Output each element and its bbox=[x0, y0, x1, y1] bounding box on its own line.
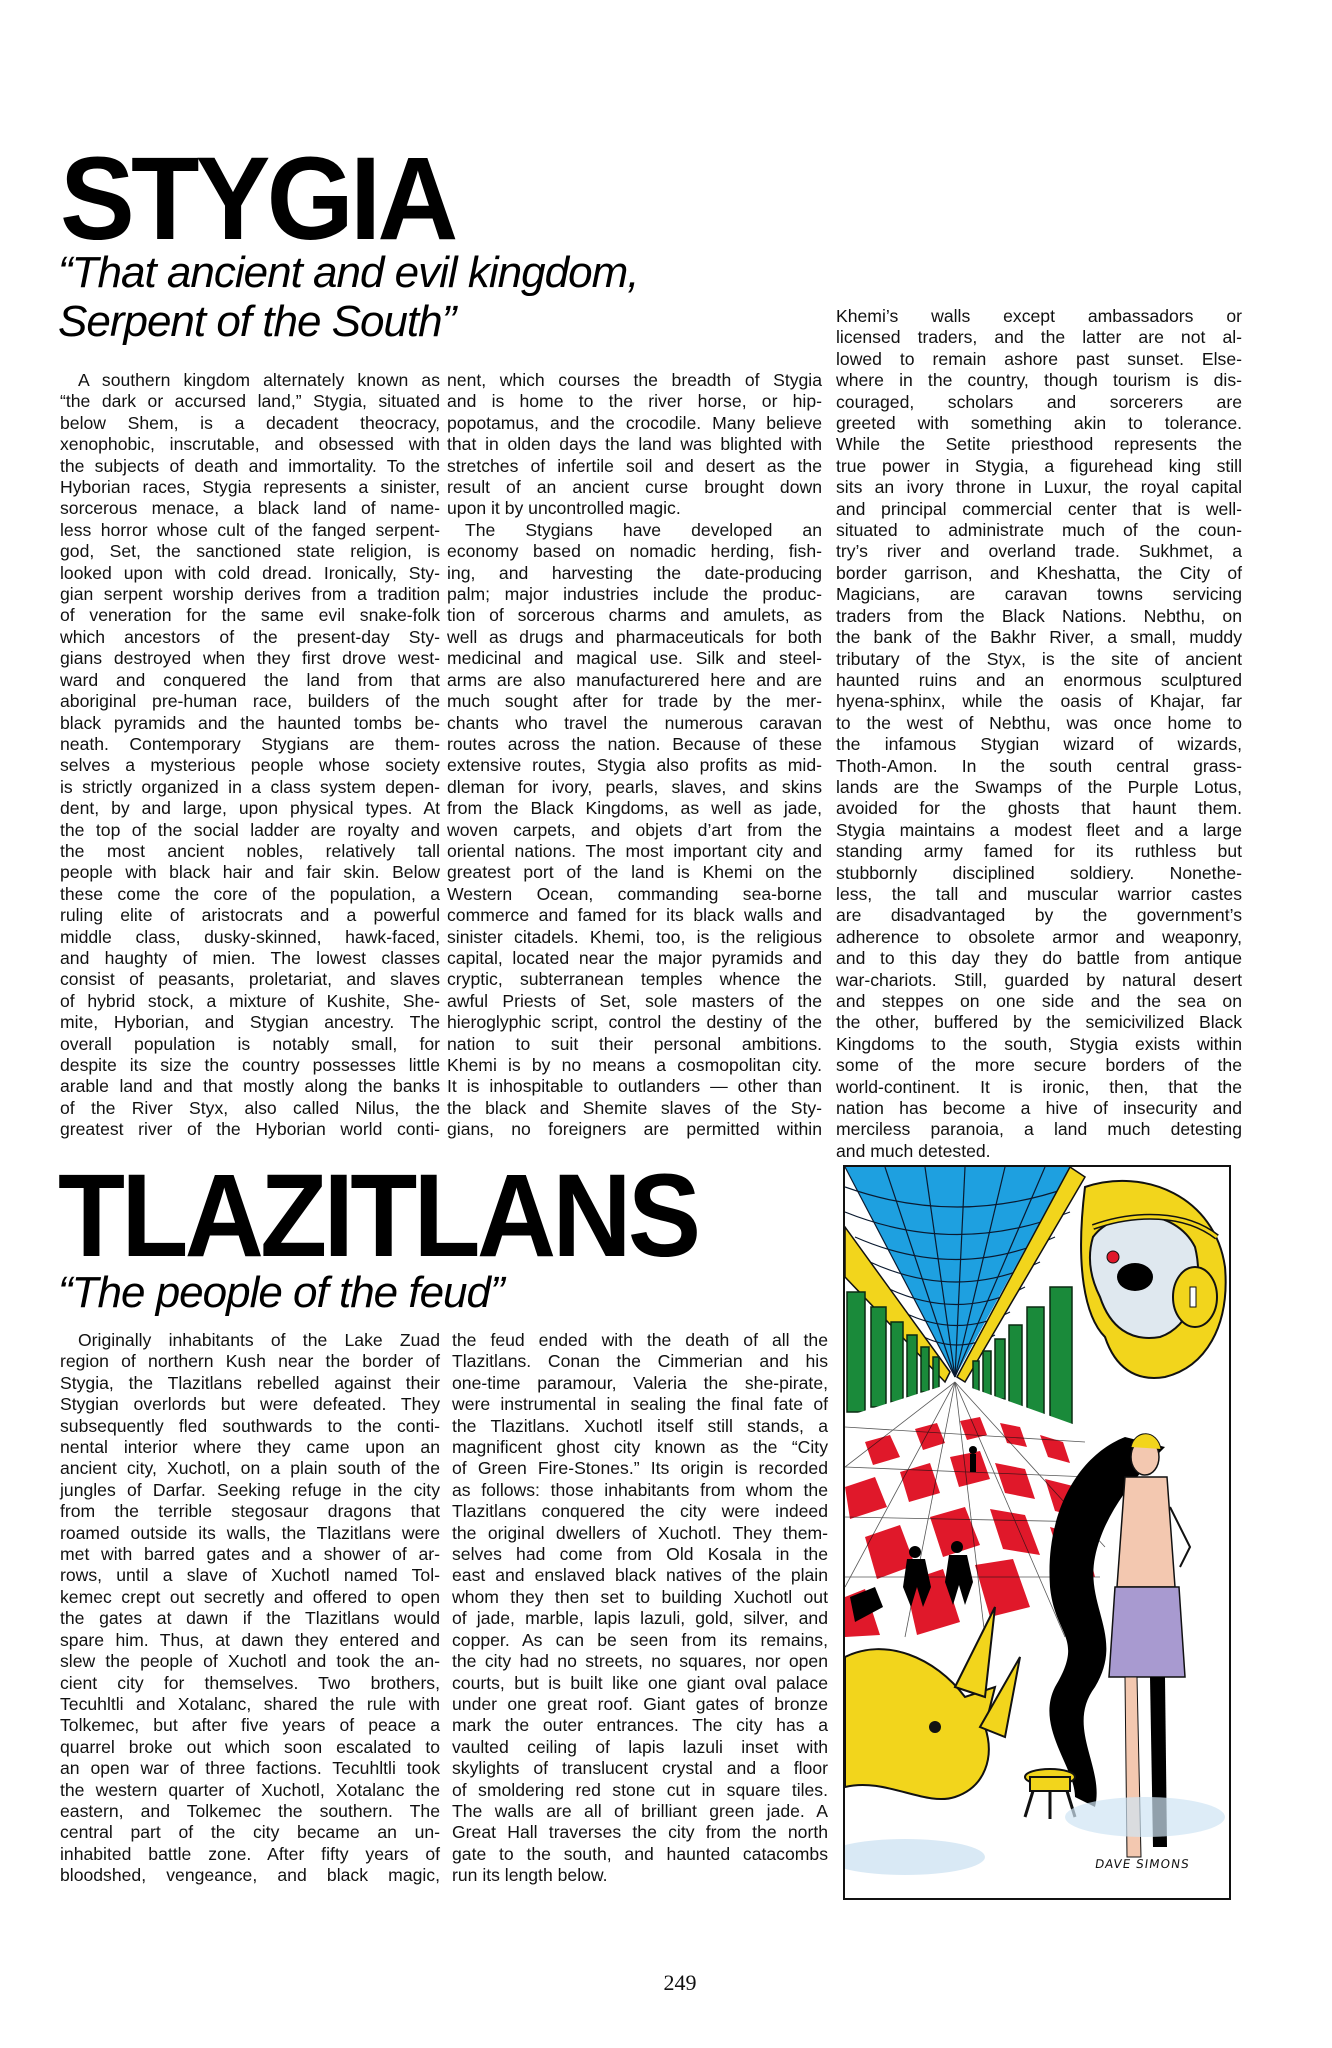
text-line: east and enslaved black natives of the plain bbox=[452, 1565, 828, 1586]
text-line: the western quarter of Xuchotl, Xotalanc the bbox=[60, 1779, 440, 1800]
text-line: inhabited battle zone. After fifty years of bbox=[60, 1843, 440, 1864]
text-line: greatest river of the Hyborian world conti- bbox=[60, 1119, 440, 1140]
text-line: and much detested. bbox=[836, 1140, 991, 1161]
stygia-subtitle-line-2: Serpent of the South” bbox=[58, 297, 456, 347]
stygia-subtitle-line-1: “That ancient and evil kingdom, bbox=[58, 248, 639, 297]
text-line: less, the tall and muscular warrior castes bbox=[836, 883, 1242, 904]
text-line: and principal commercial center that is well- bbox=[836, 498, 1242, 519]
text-line: Western Ocean, commanding sea-borne bbox=[447, 883, 822, 904]
text-line: some of the more secure borders of the bbox=[836, 1055, 1242, 1076]
text-line: The walls are all of brilliant green jade. A bbox=[452, 1800, 828, 1821]
text-line: from the Black Kingdoms, as well as jade, bbox=[447, 798, 822, 819]
text-line: one-time paramour, Valeria the she-pirate, bbox=[452, 1372, 828, 1393]
text-line: haunted ruins and an enormous sculptured bbox=[836, 669, 1242, 690]
text-line: xenophobic, inscrutable, and obsessed with bbox=[60, 434, 440, 455]
text-line: medicinal and magical use. Silk and steel- bbox=[447, 648, 822, 669]
text-line: selves had come from Old Kosala in the bbox=[452, 1544, 828, 1565]
text-line: popotamus, and the crocodile. Many believe bbox=[447, 412, 822, 433]
text-line: commerce and famed for its black walls and bbox=[447, 905, 822, 926]
text-line: adherence to obsolete armor and weaponry, bbox=[836, 926, 1242, 947]
text-line: quarrel broke out which soon escalated to bbox=[60, 1736, 440, 1757]
text-line: and is home to the river horse, or hip- bbox=[447, 391, 822, 412]
text-line: people with black hair and fair skin. Below bbox=[60, 862, 440, 883]
text-line: palm; major industries include the produc- bbox=[447, 584, 822, 605]
text-line: god, Set, the sanctioned state religion, is bbox=[60, 541, 440, 562]
text-line: less horror whose cult of the fanged serpent- bbox=[60, 519, 440, 540]
text-line: couraged, scholars and sorcerers are bbox=[836, 391, 1242, 412]
text-line: Stygia, the Tlazitlans rebelled against their bbox=[60, 1372, 440, 1393]
text-line: an open war of three factions. Tecuhltli took bbox=[60, 1758, 440, 1779]
text-line: copper. As can be seen from its remains, bbox=[452, 1629, 828, 1650]
text-line: A southern kingdom alternately known as bbox=[78, 370, 440, 390]
text-line: that in olden days the land was blighted with bbox=[447, 434, 822, 455]
text-line: where in the country, though tourism is dis- bbox=[836, 370, 1242, 391]
text-line: world-continent. It is ironic, then, that the bbox=[836, 1076, 1242, 1097]
text-line: avoided for the ghosts that haunt them. bbox=[836, 798, 1242, 819]
text-line: cient city for themselves. Two brothers, bbox=[60, 1672, 440, 1693]
text-line: much sought after for trade by the mer- bbox=[447, 691, 822, 712]
text-line: standing army famed for its ruthless but bbox=[836, 841, 1242, 862]
text-line: the bank of the Bakhr River, a small, muddy bbox=[836, 627, 1242, 648]
text-line: sinister citadels. Khemi, too, is the religious bbox=[447, 926, 822, 947]
text-line: awful Priests of Set, sole masters of the bbox=[447, 990, 822, 1011]
text-line: under one great roof. Giant gates of bronze bbox=[452, 1693, 828, 1714]
tlazitlans-column-2 bbox=[452, 1330, 828, 1887]
text-line: the most ancient nobles, relatively tall bbox=[60, 840, 440, 861]
text-line: the Tlazitlans. Xuchotl itself still stands, a bbox=[452, 1415, 828, 1436]
text-line: middle class, dusky-skinned, hawk-faced, bbox=[60, 926, 440, 947]
tlazitlans-subtitle: “The people of the feud” bbox=[58, 1268, 504, 1317]
text-line: were instrumental in sealing the final fate of bbox=[452, 1394, 828, 1415]
text-line: the infamous Stygian wizard of wizards, bbox=[836, 734, 1242, 755]
text-line: subsequently fled southwards to the conti- bbox=[60, 1415, 440, 1436]
text-line: routes across the nation. Because of these bbox=[447, 733, 822, 754]
text-line: Khemi’s walls except ambassadors or bbox=[836, 306, 1242, 326]
text-line: stubbornly disciplined soldiery. Nonethe- bbox=[836, 862, 1242, 883]
text-line: Tolkemec, but after five years of peace a bbox=[60, 1715, 440, 1736]
text-line: licensed traders, and the latter are not al- bbox=[836, 327, 1242, 348]
text-line: region of northern Kush near the border of bbox=[60, 1351, 440, 1372]
text-line: true power in Stygia, a figurehead king still bbox=[836, 455, 1242, 476]
text-line: and haughty of mien. The lowest classes bbox=[60, 947, 440, 968]
text-line: dleman for ivory, pearls, slaves, and skins bbox=[447, 776, 822, 797]
text-line: the gates at dawn if the Tlazitlans would bbox=[60, 1608, 440, 1629]
text-line: from the terrible stegosaur dragons that bbox=[60, 1501, 440, 1522]
text-line: aboriginal pre-human race, builders of the bbox=[60, 691, 440, 712]
text-line: While the Setite priesthood represents the bbox=[836, 434, 1242, 455]
text-line: sits an ivory throne in Luxur, the royal capital bbox=[836, 477, 1242, 498]
text-line: which ancestors of the present-day Sty- bbox=[60, 626, 440, 647]
text-line: roamed outside its walls, the Tlazitlans were bbox=[60, 1522, 440, 1543]
text-line: kemec crept out secretly and offered to open bbox=[60, 1586, 440, 1607]
text-line: Tecuhltli and Xotalanc, shared the rule with bbox=[60, 1693, 440, 1714]
text-line: and to this day they do battle from antique bbox=[836, 948, 1242, 969]
text-line: Thoth-Amon. In the south central grass- bbox=[836, 755, 1242, 776]
text-line: nation to suit their personal ambitions. bbox=[447, 1033, 822, 1054]
text-line: of smoldering red stone cut in square tiles. bbox=[452, 1779, 828, 1800]
text-line: The Stygians have developed an bbox=[465, 519, 822, 540]
text-line: the subjects of death and immortality. To the bbox=[60, 455, 440, 476]
text-line: of hybrid stock, a mixture of Kushite, She- bbox=[60, 990, 440, 1011]
text-line: magnificent ghost city known as the “City bbox=[452, 1437, 828, 1458]
text-line: and steppes on one side and the sea on bbox=[836, 991, 1242, 1011]
text-line: the black and Shemite slaves of the Sty- bbox=[447, 1097, 822, 1118]
text-line: of the River Styx, also called Nilus, the bbox=[60, 1097, 440, 1118]
text-line: consist of peasants, proletariat, and slaves bbox=[60, 969, 440, 990]
text-line: the city had no streets, no squares, nor open bbox=[452, 1651, 828, 1672]
stygia-column-1 bbox=[60, 370, 440, 1141]
text-line: Stygia maintains a modest fleet and a large bbox=[836, 819, 1242, 840]
tlazitlans-title: TLAZITLANS bbox=[58, 1150, 698, 1282]
text-line: gate to the south, and haunted catacombs bbox=[452, 1843, 828, 1864]
text-line: greatest port of the land is Khemi on the bbox=[447, 862, 822, 883]
artist-signature: DAVE SIMONS bbox=[1094, 1857, 1191, 1871]
text-line: mark the outer entrances. The city has a bbox=[452, 1715, 828, 1736]
text-line: the feud ended with the death of all the bbox=[452, 1330, 828, 1350]
text-line: arms are also manufacturered here and are bbox=[447, 669, 822, 690]
page-number: 249 bbox=[663, 1970, 697, 1995]
text-line: “the dark or accursed land,” Stygia, situated bbox=[60, 391, 440, 412]
text-line: greeted with something akin to tolerance. bbox=[836, 413, 1242, 434]
text-line: met with barred gates and a shower of ar- bbox=[60, 1544, 440, 1565]
text-line: eastern, and Tolkemec the southern. The bbox=[60, 1800, 440, 1821]
text-line: ward and conquered the land from that bbox=[60, 669, 440, 690]
text-line: the top of the social ladder are royalty and bbox=[60, 819, 440, 840]
text-line: hieroglyphic script, control the destiny of the bbox=[447, 1012, 822, 1033]
text-line: are disadvantaged by the government’s bbox=[836, 905, 1242, 926]
text-line: the other, buffered by the semicivilized Black bbox=[836, 1012, 1242, 1033]
text-line: these come the core of the population, a bbox=[60, 883, 440, 904]
text-line: jungles of Darfar. Seeking refuge in the city bbox=[60, 1479, 440, 1500]
text-line: Tlazitlans. Conan the Cimmerian and his bbox=[452, 1351, 828, 1372]
text-line: stretches of infertile soil and desert as the bbox=[447, 455, 822, 476]
text-line: vaulted ceiling of lapis lazuli inset with bbox=[452, 1736, 828, 1757]
text-line: Tlazitlans conquered the city were indeed bbox=[452, 1501, 828, 1522]
text-line: Kingdoms to the south, Stygia exists within bbox=[836, 1033, 1242, 1054]
text-line: well as drugs and pharmaceuticals for both bbox=[447, 626, 822, 647]
text-line: chants who travel the numerous caravan bbox=[447, 712, 822, 733]
text-line: courts, but is built like one giant oval palace bbox=[452, 1672, 828, 1693]
tlazitlans-column-1 bbox=[60, 1330, 440, 1887]
text-line: Hyborian races, Stygia represents a sinister, bbox=[60, 477, 440, 498]
text-line: bloodshed, vengeance, and black magic, bbox=[60, 1865, 440, 1886]
text-line: arable land and that mostly along the banks bbox=[60, 1076, 440, 1097]
text-line: cryptic, subterranean temples whence the bbox=[447, 969, 822, 990]
text-line: traders from the Black Nations. Nebthu, on bbox=[836, 605, 1242, 626]
text-line: slew the people of Xuchotl and took the an- bbox=[60, 1651, 440, 1672]
text-line: of Green Fire-Stones.” Its origin is recorded bbox=[452, 1458, 828, 1479]
text-line: spare him. Thus, at dawn they entered and bbox=[60, 1629, 440, 1650]
text-line: to the west of Nebthu, was once home to bbox=[836, 712, 1242, 733]
text-line: gians, no foreigners are permitted within bbox=[447, 1119, 822, 1140]
stygia-title: STYGIA bbox=[60, 133, 455, 265]
text-line: merciless paranoia, a land much detesting bbox=[836, 1119, 1242, 1140]
text-line: ing, and harvesting the date-producing bbox=[447, 562, 822, 583]
illustration-art bbox=[845, 1167, 1229, 1898]
text-line: nental interior where they came upon an bbox=[60, 1437, 440, 1458]
text-line: despite its size the country possesses little bbox=[60, 1055, 440, 1075]
text-line: gian serpent worship derives from a tradition bbox=[60, 584, 440, 605]
text-line: black pyramids and the haunted tombs be- bbox=[60, 712, 440, 733]
stygia-subtitle bbox=[58, 248, 638, 347]
text-line: dent, by and large, upon physical types. At bbox=[60, 798, 440, 819]
text-line: sorcerous menace, a black land of name- bbox=[60, 498, 440, 519]
stygia-column-3 bbox=[836, 306, 1242, 1162]
text-line: nation has become a hive of insecurity and bbox=[836, 1098, 1242, 1119]
text-line: central part of the city became an un- bbox=[60, 1822, 440, 1843]
text-line: skylights of translucent crystal and a floor bbox=[452, 1758, 828, 1779]
text-line: hyena-sphinx, while the oasis of Khajar, far bbox=[836, 691, 1242, 712]
text-line: run its length below. bbox=[452, 1865, 608, 1886]
text-line: tion of sorcerous charms and amulets, as bbox=[447, 605, 822, 626]
text-line: looked upon with cold dread. Ironically, Sty- bbox=[60, 562, 440, 583]
text-line: lands are the Swamps of the Purple Lotus, bbox=[836, 776, 1242, 797]
illustration-xuchotl bbox=[843, 1165, 1231, 1900]
text-line: below Shem, is a decadent theocracy, bbox=[60, 412, 440, 433]
text-line: economy based on nomadic herding, fish- bbox=[447, 541, 822, 562]
text-line: situated to administrate much of the coun- bbox=[836, 520, 1242, 541]
text-line: neath. Contemporary Stygians are them- bbox=[60, 733, 440, 754]
stygia-column-2 bbox=[447, 370, 822, 1141]
text-line: lowed to remain ashore past sunset. Else- bbox=[836, 348, 1242, 369]
text-line: nent, which courses the breadth of Stygia bbox=[447, 370, 822, 390]
text-line: woven carpets, and objets d’art from the bbox=[447, 819, 822, 840]
text-line: extensive routes, Stygia also profits as mid- bbox=[447, 755, 822, 776]
text-line: overall population is notably small, for bbox=[60, 1033, 440, 1054]
text-line: selves a mysterious people whose society bbox=[60, 755, 440, 776]
text-line: Originally inhabitants of the Lake Zuad bbox=[78, 1330, 440, 1350]
text-line: tributary of the Styx, is the site of ancient bbox=[836, 648, 1242, 669]
text-line: Magicians, are caravan towns servicing bbox=[836, 584, 1242, 605]
text-line: ancient city, Xuchotl, on a plain south of the bbox=[60, 1458, 440, 1479]
text-line: of veneration for the same evil snake-folk bbox=[60, 605, 440, 626]
text-line: Stygian overlords but were defeated. They bbox=[60, 1394, 440, 1415]
text-line: as follows: those inhabitants from whom the bbox=[452, 1479, 828, 1500]
text-line: war-chariots. Still, guarded by natural desert bbox=[836, 969, 1242, 990]
text-line: border garrison, and Kheshatta, the City of bbox=[836, 562, 1242, 583]
text-line: Great Hall traverses the city from the north bbox=[452, 1822, 828, 1843]
text-line: upon it by uncontrolled magic. bbox=[447, 498, 681, 519]
text-line: capital, located near the major pyramids and bbox=[447, 947, 822, 968]
text-line: the original dwellers of Xuchotl. They them- bbox=[452, 1522, 828, 1543]
text-line: whom they then set to building Xuchotl out bbox=[452, 1586, 828, 1607]
text-line: ruling elite of aristocrats and a powerful bbox=[60, 905, 440, 926]
text-line: rows, until a slave of Xuchotl named Tol- bbox=[60, 1565, 440, 1586]
text-line: Khemi is by no means a cosmopolitan city. bbox=[447, 1055, 822, 1075]
text-line: It is inhospitable to outlanders — other than bbox=[447, 1076, 822, 1097]
text-line: result of an ancient curse brought down bbox=[447, 477, 822, 498]
text-line: oriental nations. The most important city and bbox=[447, 840, 822, 861]
text-line: of jade, marble, lapis lazuli, gold, silver, and bbox=[452, 1608, 828, 1629]
text-line: gians destroyed when they first drove west- bbox=[60, 648, 440, 669]
text-line: try’s river and overland trade. Sukhmet, a bbox=[836, 541, 1242, 562]
text-line: is strictly organized in a class system depen- bbox=[60, 776, 440, 797]
text-line: mite, Hyborian, and Stygian ancestry. The bbox=[60, 1012, 440, 1033]
